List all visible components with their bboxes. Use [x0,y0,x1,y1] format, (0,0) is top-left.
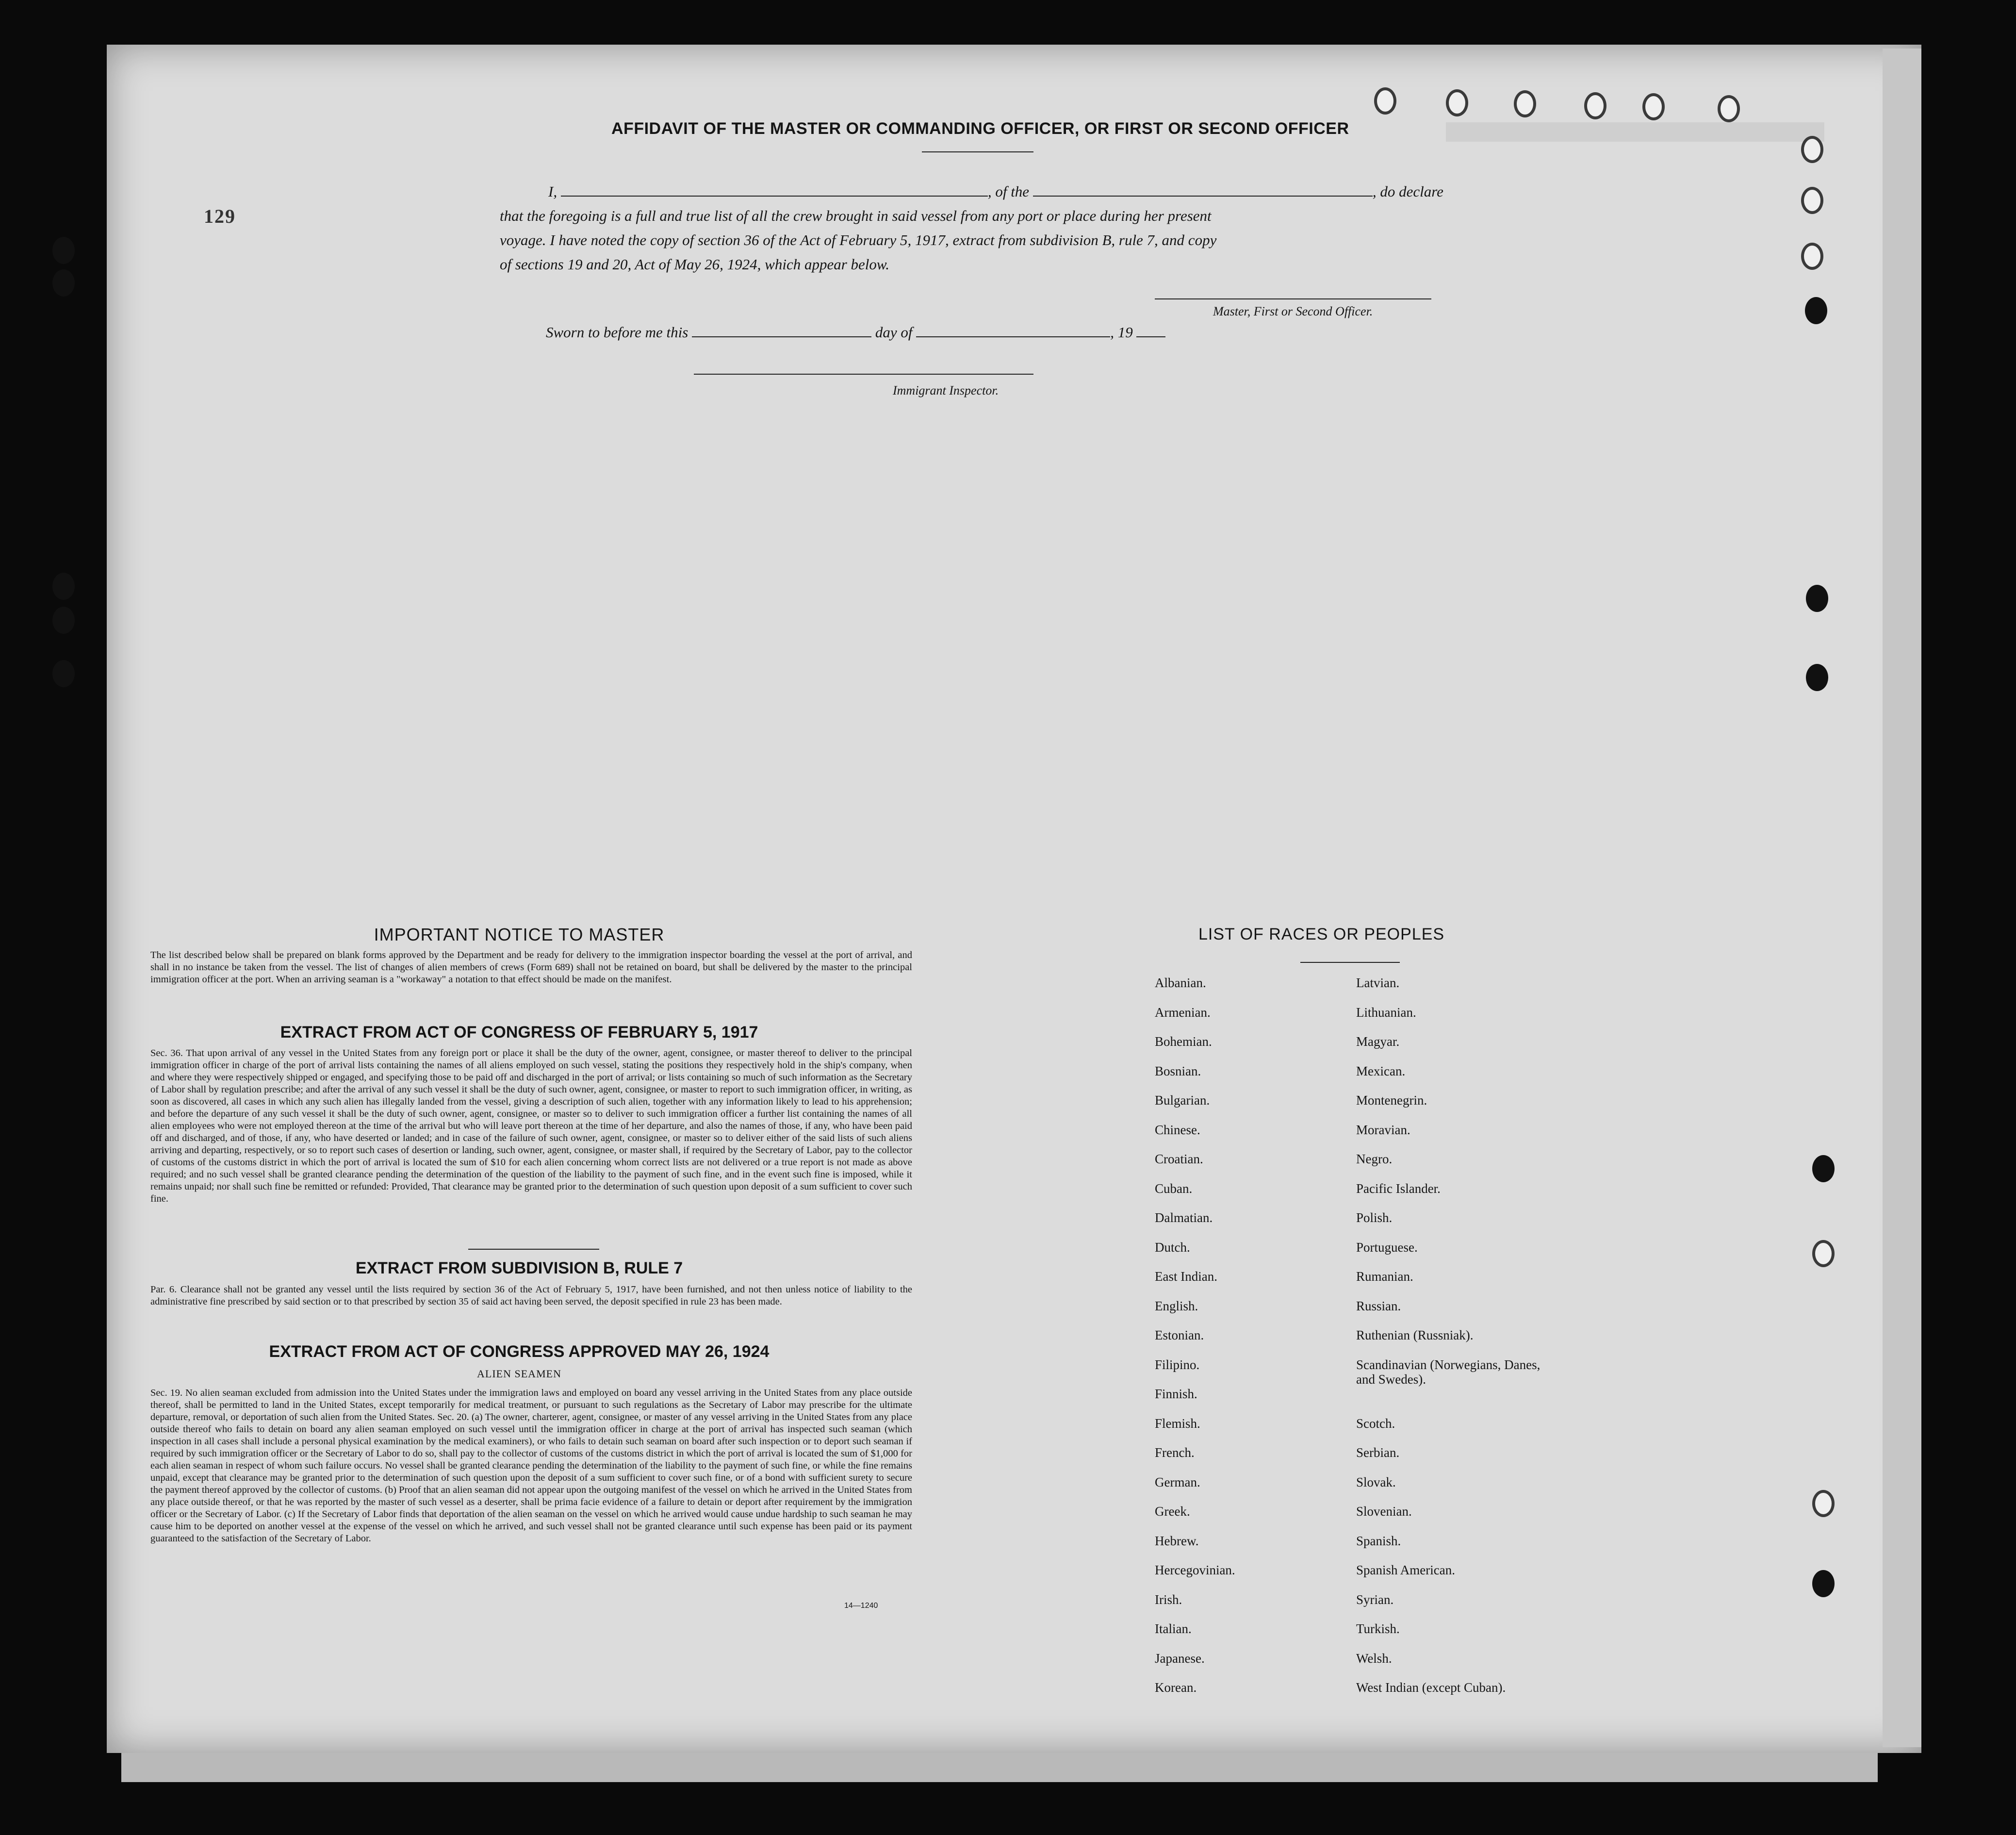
sworn-text: , 19 [1110,324,1133,341]
signature-line[interactable] [1155,298,1431,299]
race-item: West Indian (except Cuban). [1356,1680,1506,1695]
sworn-text: Sworn to before me this [546,324,688,341]
sworn-text: day of [875,324,913,341]
race-item: Spanish. [1356,1533,1401,1548]
sworn-line [546,320,1274,345]
race-item: Greek. [1155,1504,1190,1519]
race-item: Moravian. [1356,1122,1410,1137]
extract-1917-title: EXTRACT FROM ACT OF CONGRESS OF FEBRUARY 5, 1917 [280,1023,758,1041]
binder-hole [1374,87,1396,115]
binder-hole [1812,1490,1835,1517]
race-item: Bosnian. [1155,1063,1201,1078]
race-item: Welsh. [1356,1651,1392,1666]
race-item: Polish. [1356,1210,1393,1225]
race-item: Magyar. [1356,1034,1400,1049]
affidavit-line-4: of sections 19 and 20, Act of May 26, 1924, which appear below. [500,256,890,273]
binder-hole [1812,1570,1835,1597]
extract-1924-title: EXTRACT FROM ACT OF CONGRESS APPROVED MAY 26, 1924 [269,1342,770,1361]
notice-title: IMPORTANT NOTICE TO MASTER [374,925,665,944]
handwritten-stamp: 129 [204,205,236,227]
binder-hole [52,237,75,264]
race-item: Korean. [1155,1680,1197,1695]
race-item: Dalmatian. [1155,1210,1213,1225]
divider [922,151,1033,152]
race-item: Scotch. [1356,1416,1395,1431]
affidavit-text: I, [548,183,557,200]
vessel-blank[interactable] [1033,184,1373,197]
race-item: Scandinavian (Norwegians, Danes, and Swedes). [1356,1357,1541,1387]
binder-hole [1812,1240,1835,1267]
race-item: Cuban. [1155,1181,1193,1196]
affidavit-title: AFFIDAVIT OF THE MASTER OR COMMANDING OFFICER, OR FIRST OR SECOND OFFICER [611,119,1349,138]
extract-subb-text: Par. 6. Clearance shall not be granted any vessel until the lists required by section 36 of the Act of February 5, 1917, have been furnished, and not then unless notice of liability to the administrative fine prescribed by said section or to that prescribed by section 35 of said act having been served, the deposit specified in rule 23 has been made. [150,1284,912,1307]
affidavit-line-1 [500,180,1480,204]
binder-hole [1514,90,1536,117]
master-signature-label: Master, First or Second Officer. [1213,304,1373,318]
race-item: Chinese. [1155,1122,1200,1137]
race-item: Mexican. [1356,1063,1406,1078]
race-item: Slovak. [1356,1474,1396,1489]
race-item: Negro. [1356,1152,1393,1166]
race-item: Flemish. [1155,1416,1200,1431]
binder-hole [1584,92,1606,119]
month-blank[interactable] [916,325,1110,337]
inspector-signature-line[interactable] [694,374,1033,375]
binder-hole [52,607,75,634]
race-item: Syrian. [1356,1592,1394,1607]
binder-hole [1812,1155,1835,1182]
divider [1300,962,1400,963]
binder-hole [52,573,75,600]
race-item: Irish. [1155,1592,1182,1607]
race-item: Rumanian. [1356,1269,1413,1284]
race-item: Italian. [1155,1621,1192,1636]
race-item: Latvian. [1356,975,1400,990]
race-item: Pacific Islander. [1356,1181,1441,1196]
binder-hole [1801,243,1823,270]
binder-hole [1805,297,1827,324]
affidavit-line-2: that the foregoing is a full and true list of all the crew brought in said vessel from any port or place during her present [500,207,1212,224]
race-item: French. [1155,1445,1195,1460]
race-item: Hercegovinian. [1155,1563,1235,1577]
races-left-column [1155,975,1349,1710]
binder-hole [1446,89,1468,116]
extract-subb-title: EXTRACT FROM SUBDIVISION B, RULE 7 [355,1259,683,1277]
race-item: Ruthenian (Russniak). [1356,1328,1474,1342]
race-item: East Indian. [1155,1269,1217,1284]
race-item: German. [1155,1474,1200,1489]
binder-hole [1642,93,1665,120]
day-blank[interactable] [692,325,871,337]
race-item: Dutch. [1155,1240,1190,1255]
binder-hole [1718,95,1740,122]
race-item: Finnish. [1155,1387,1197,1401]
page-edge [1883,49,1921,1747]
race-item: Spanish American. [1356,1563,1455,1577]
race-item: Filipino. [1155,1357,1200,1372]
race-item: Albanian. [1155,975,1206,990]
binder-hole [1801,187,1823,214]
race-item: Serbian. [1356,1445,1400,1460]
form-number: 14—1240 [844,1602,878,1610]
binder-hole [1806,585,1828,612]
race-item: Turkish. [1356,1621,1400,1636]
races-right-column [1356,975,1560,1710]
page-edge [121,1753,1878,1782]
race-item: Bulgarian. [1155,1093,1210,1108]
race-item: Hebrew. [1155,1533,1199,1548]
race-item: Montenegrin. [1356,1093,1427,1108]
notice-text: The list described below shall be prepared on blank forms approved by the Department and be ready for delivery to the immigration inspector boarding the vessel at the port of arrival, and shall in no instance be taken from the vessel. The list of changes of alien members of crews (Form 689) shall not be retained on board, but shall be delivered by the master to the principal immigration officer at the port. When an arriving seaman is a "workaway" a notation to that effect should be made on the manifest. [150,950,912,985]
extract-1917-text: Sec. 36. That upon arrival of any vessel in the United States from any foreign port or place it shall be the duty of the owner, agent, consignee, or master thereof to deliver to the principal immigration officer in charge of the port of arrival lists containing the names of all aliens employed on such vessel, stating the positions they respectively hold in the ship's company, when and where they were respectively shipped or engaged, and specifying those to be paid off and discharged in the port of arrival; or lists containing so much of such information as the Secretary of Labor shall by regulation prescribe; and after the arrival of any such vessel it shall be the duty of such owner, agent, consignee, or master to report to such immigration officer, in writing, as soon as discovered, all cases in which any such alien has illegally landed from the vessel, giving a description of such alien, together with any information likely to lead to his apprehension; and before the departure of any such vessel it shall be the duty of such owner, agent, consignee, or master so to deliver to such immigration officer a further list containing the names of all alien employees who were not employed thereon at the time of the arrival but who will leave port thereon at the time of her departure, and also the names of those, if any, who have been paid off and discharged, and of those, if any, who have deserted or landed; and in case of the failure of such owner, agent, consignee, or master so to deliver either of the said lists of such aliens arriving and departing, respectively, or so to report such cases of desertion or landing, such owner, agent, consignee, or master shall, if required by the Secretary of Labor, pay to the collector of customs of the customs district in which the port of arrival is located the sum of $10 for each alien concerning whom correct lists are not delivered or a true report is not made as above required; and no such vessel shall be granted clearance pending the determination of the question of the liability to the payment of such fine, and in the event such fine is imposed, while it remains unpaid; nor shall such fine be remitted or refunded: Provided, That clearance may be granted prior to the determination of such question upon deposit of a sum sufficient to cover such fine. [150,1048,912,1204]
race-item: Japanese. [1155,1651,1205,1666]
race-item: Lithuanian. [1356,1005,1416,1020]
affidavit-text: , of the [987,183,1030,200]
binder-hole [52,660,75,687]
race-item: Slovenian. [1356,1504,1412,1519]
race-item: Portuguese. [1356,1240,1418,1255]
year-blank[interactable] [1136,325,1165,337]
affidavit-line-3: voyage. I have noted the copy of section 36 of the Act of February 5, 1917, extract from subdivision B, rule 7, and copy [500,231,1217,248]
races-title: LIST OF RACES OR PEOPLES [1198,925,1445,943]
name-blank[interactable] [561,184,988,197]
affidavit-text: , do declare [1372,183,1443,200]
race-item: Estonian. [1155,1328,1204,1342]
binder-hole [1806,664,1828,691]
race-item: Armenian. [1155,1005,1211,1020]
race-item: Croatian. [1155,1152,1203,1166]
bleed-through [1446,122,1824,142]
extract-1924-text: Sec. 19. No alien seaman excluded from admission into the United States under the immigration laws and employed on board any vessel arriving in the United States from any place outside thereof, shall be permitted to land in the United States, except temporarily for medical treatment, or pursuant to such regulations as the Secretary of Labor may prescribe for the ultimate departure, removal, or deportation of such alien from the United States. Sec. 20. (a) The owner, charterer, agent, consignee, or master of any vessel arriving in the United States from any place outside thereof who fails to detain on board any alien seaman employed on such vessel until the immigration officer in charge at the port of arrival has inspected such seaman (which inspection in all cases shall include a personal physical examination by the medical examiners), or who fails to detain such seaman on board after such inspection or to deport such seaman if required by such immigration officer or the Secretary of Labor to do so, shall pay to the collector of customs of the customs district in which the port of arrival is located the sum of $1,000 for each alien seaman in respect of whom such failure occurs. No vessel shall be granted clearance pending the determination of the liability to the payment of such fine, or while the fine remains unpaid, except that clearance may be granted prior to the determination of such question upon the deposit of a sum sufficient to cover such fine, or of a bond with sufficient surety to secure the payment thereof approved by the collector of customs. (b) Proof that an alien seaman did not appear upon the outgoing manifest of the vessel on which he arrived in the United States from any place outside thereof, or that he was reported by the master of such vessel as a deserter, shall be prima facie evidence of a failure to detain or deport after requirement by the immigration officer or the Secretary of Labor. (c) If the Secretary of Labor finds that deportation of the alien seaman on the vessel on which he arrived would cause undue hardship to such seaman he may cause him to be deported on another vessel at the expense of the vessel on which he arrived, and such vessel shall not be granted clearance until such expense has been paid or its payment guaranteed to the satisfaction of the Secretary of Labor. [150,1388,912,1544]
inspector-label: Immigrant Inspector. [893,383,999,397]
divider [468,1249,599,1250]
race-item: Bohemian. [1155,1034,1212,1049]
binder-hole [1801,136,1823,163]
alien-seamen-heading: ALIEN SEAMEN [477,1368,561,1380]
race-item: Russian. [1356,1298,1401,1313]
binder-hole [52,269,75,297]
race-item: English. [1155,1298,1198,1313]
